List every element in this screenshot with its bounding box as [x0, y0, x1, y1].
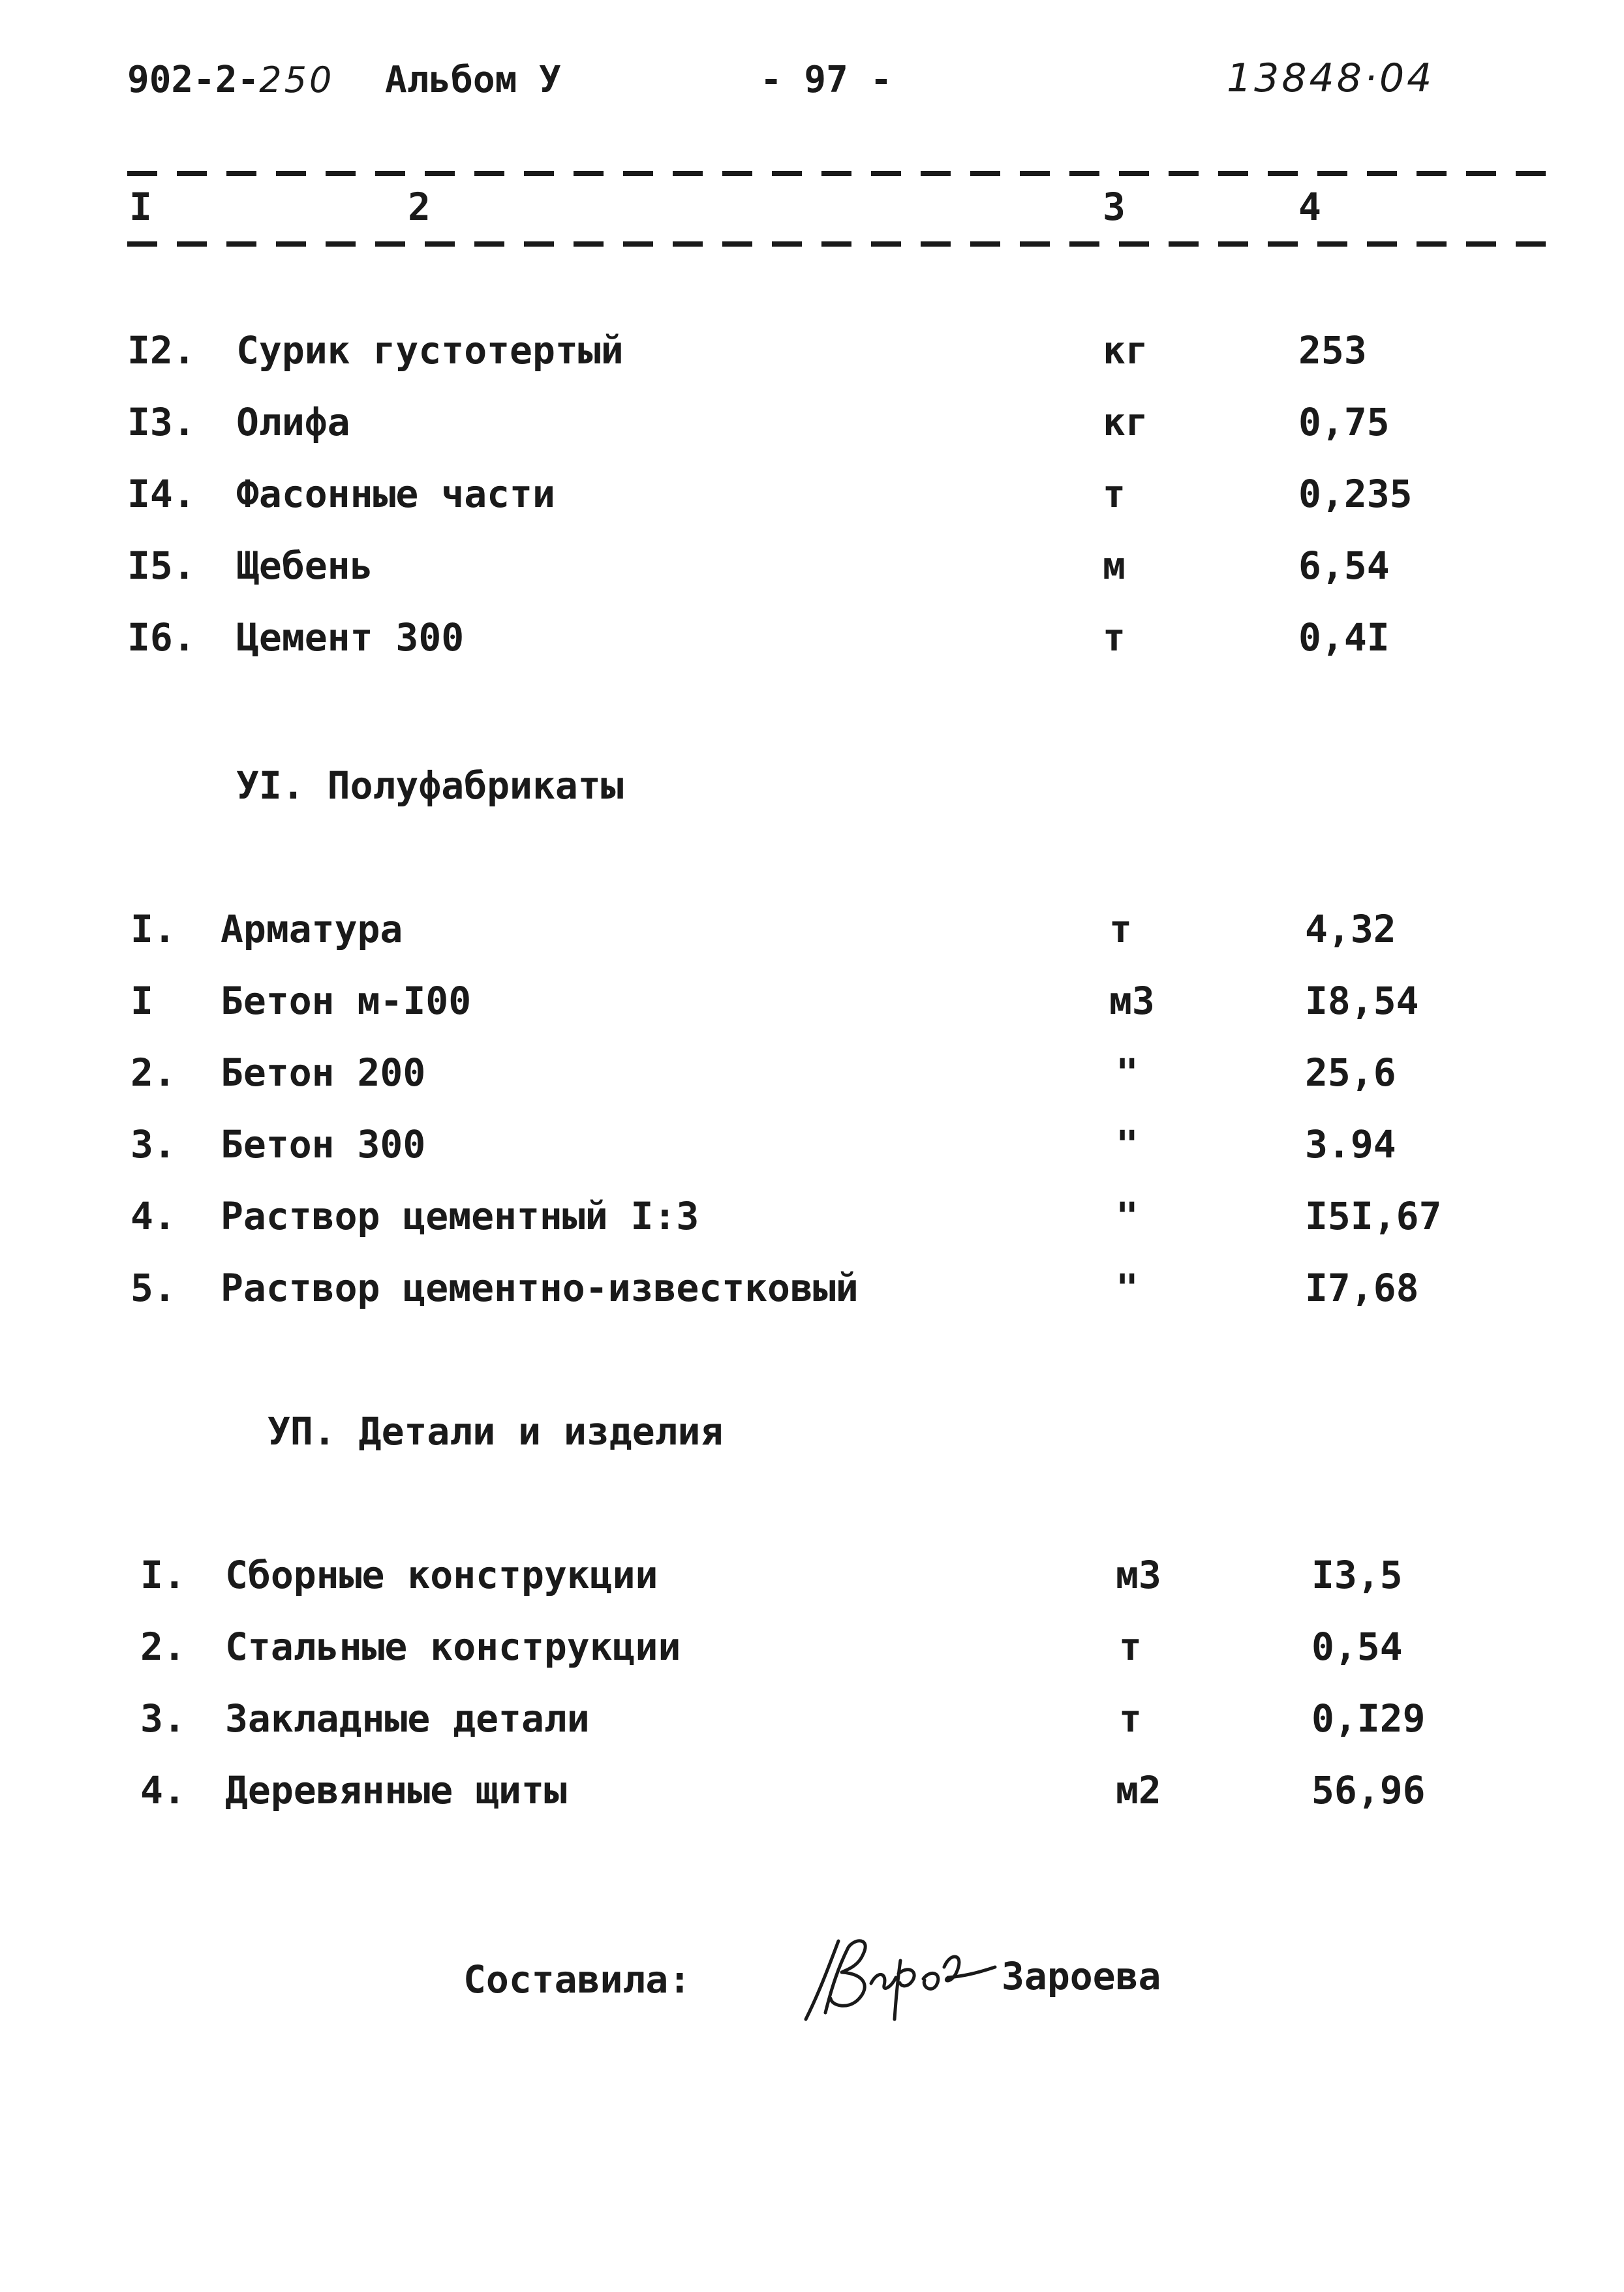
- row-name: Раствор цементно-известковый: [221, 1266, 859, 1310]
- row-name: Фасонные части: [236, 472, 555, 516]
- row-unit: м3: [1116, 1553, 1161, 1597]
- row-number: I: [130, 979, 153, 1023]
- row-value: 25,6: [1305, 1050, 1396, 1095]
- row-name: Раствор цементный I:3: [221, 1194, 699, 1238]
- row-name: Цемент 300: [236, 615, 465, 660]
- row-unit: т: [1103, 472, 1126, 516]
- section-title-semi-finished: УI. Полуфабрикаты: [236, 763, 624, 808]
- column-header-bottom-rule: [127, 241, 1546, 247]
- column-header-1: I: [129, 185, 152, 229]
- row-value: I8,54: [1305, 979, 1419, 1023]
- row-value: 4,32: [1305, 907, 1396, 951]
- row-number: I4.: [127, 472, 196, 516]
- doc-code: [127, 59, 335, 101]
- row-number: I2.: [127, 328, 196, 373]
- row-unit: т: [1109, 907, 1132, 951]
- row-number: 3.: [140, 1696, 186, 1741]
- row-unit-ditto: ": [1116, 1194, 1139, 1238]
- row-unit: м2: [1116, 1768, 1161, 1812]
- row-number: I5.: [127, 543, 196, 588]
- row-name: Бетон м-I00: [221, 979, 472, 1023]
- column-header-2: 2: [408, 185, 431, 229]
- column-header-3: 3: [1103, 185, 1126, 229]
- row-value: 0,75: [1298, 400, 1390, 444]
- page-number: - 97 -: [760, 59, 893, 101]
- row-unit: кг: [1103, 328, 1148, 373]
- row-value: 56,96: [1311, 1768, 1426, 1812]
- row-number: 3.: [130, 1122, 176, 1167]
- row-name: Сурик густотертый: [236, 328, 624, 373]
- row-number: I3.: [127, 400, 196, 444]
- doc-code-typed: 902-2-: [127, 59, 260, 101]
- row-value: 0,54: [1311, 1625, 1403, 1669]
- row-number: 5.: [130, 1266, 176, 1310]
- row-value: 0,4I: [1298, 615, 1390, 660]
- handwritten-signature: [780, 1921, 1002, 2032]
- row-unit: т: [1103, 615, 1126, 660]
- row-name: Арматура: [221, 907, 403, 951]
- row-value: 253: [1298, 328, 1367, 373]
- column-header-4: 4: [1298, 185, 1321, 229]
- row-value: 3.94: [1305, 1122, 1396, 1167]
- row-name: Бетон 300: [221, 1122, 426, 1167]
- compiler-name: Зароева: [1002, 1954, 1161, 1998]
- row-unit: т: [1119, 1696, 1142, 1741]
- row-value: 6,54: [1298, 543, 1390, 588]
- compiled-by-label: Составила:: [463, 1957, 692, 2002]
- row-number: 4.: [140, 1768, 186, 1812]
- row-name: Стальные конструкции: [225, 1625, 681, 1669]
- row-value: I3,5: [1311, 1553, 1403, 1597]
- row-unit-ditto: ": [1116, 1050, 1139, 1095]
- row-number: 2.: [130, 1050, 176, 1095]
- row-unit: кг: [1103, 400, 1148, 444]
- row-name: Сборные конструкции: [225, 1553, 658, 1597]
- row-value: I7,68: [1305, 1266, 1419, 1310]
- row-number: I.: [130, 907, 176, 951]
- row-unit-ditto: ": [1116, 1266, 1139, 1310]
- album-label: Альбом У: [385, 59, 561, 101]
- section-title-parts-and-products: УП. Детали и изделия: [268, 1409, 724, 1454]
- row-unit: м: [1103, 543, 1126, 588]
- row-number: 4.: [130, 1194, 176, 1238]
- column-header-top-rule: [127, 171, 1546, 176]
- row-number: 2.: [140, 1625, 186, 1669]
- row-value: 0,235: [1298, 472, 1413, 516]
- row-name: Деревянные щиты: [225, 1768, 567, 1812]
- row-name: Олифа: [236, 400, 350, 444]
- row-name: Щебень: [236, 543, 373, 588]
- row-value: 0,I29: [1311, 1696, 1426, 1741]
- inventory-number: 13848·04: [1227, 55, 1435, 101]
- row-unit-ditto: ": [1116, 1122, 1139, 1167]
- doc-code-handwritten: 250: [259, 59, 335, 100]
- row-unit: т: [1119, 1625, 1142, 1669]
- row-number: I.: [140, 1553, 186, 1597]
- row-number: I6.: [127, 615, 196, 660]
- row-name: Закладные детали: [225, 1696, 590, 1741]
- row-value: I5I,67: [1305, 1194, 1442, 1238]
- row-unit: м3: [1109, 979, 1155, 1023]
- row-name: Бетон 200: [221, 1050, 426, 1095]
